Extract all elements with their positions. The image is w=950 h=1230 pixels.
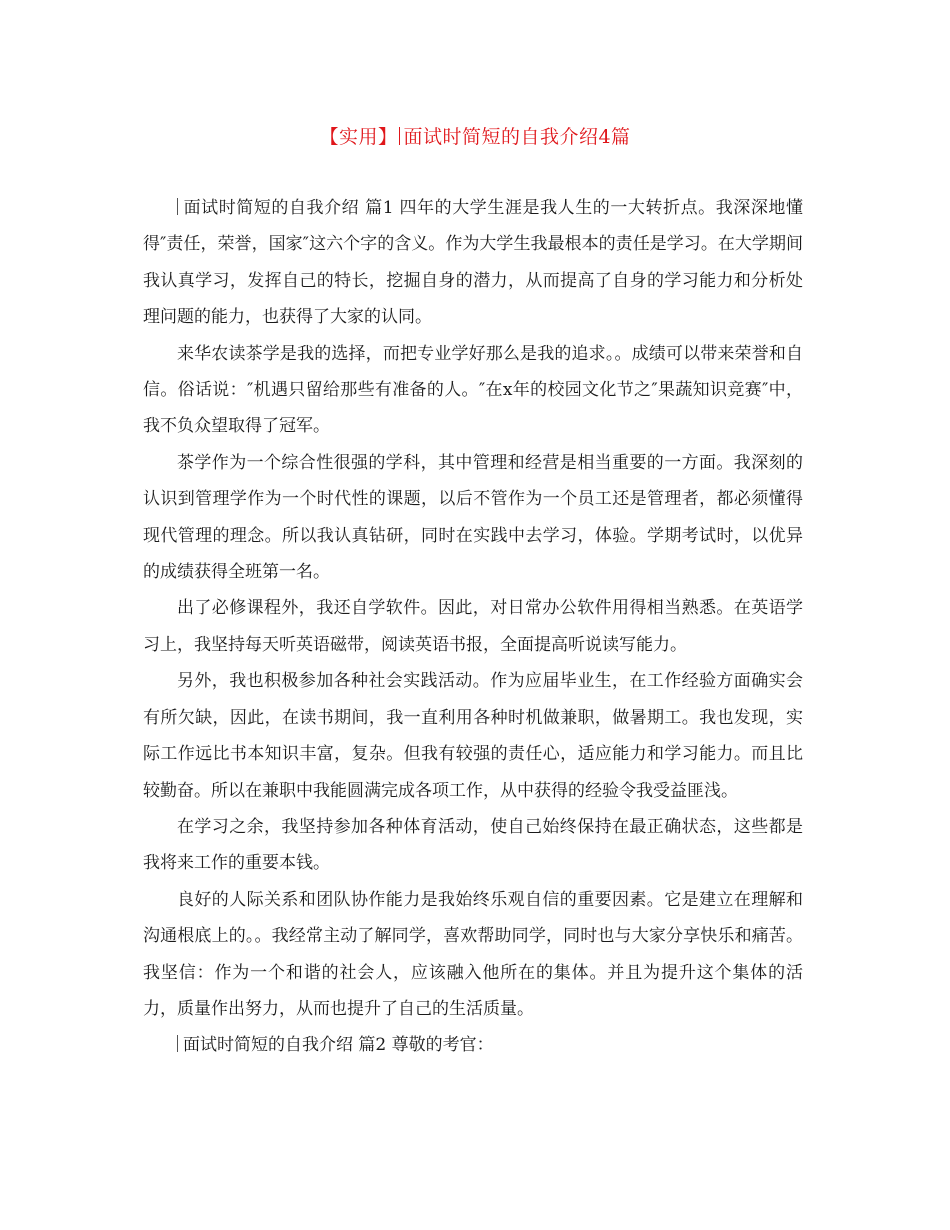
cursor-bar-icon: [399, 127, 400, 145]
paragraph-7: 良好的人际关系和团队协作能力是我始终乐观自信的重要因素。它是建立在理解和沟通根底上的。。我经常主动了解同学，喜欢帮助同学，同时也与大家分享快乐和痛苦。我坚信：作为一个和谐的社会人，应该融入他所在的集体。并且为提升这个集体的活力，质量作出努力，从而也提升了自己的生活质量。: [143, 889, 803, 1019]
paragraph-4: 出了必修课程外，我还自学软件。因此，对日常办公软件用得相当熟悉。在英语学习上，我坚持每天听英语磁带，阅读英语书报，全面提高听说读写能力。: [143, 598, 803, 655]
paragraph-5: 另外，我也积极参加各种社会实践活动。作为应届毕业生，在工作经验方面确实会有所欠缺，因此，在读书期间，我一直利用各种时机做兼职，做暑期工。我也发现，实际工作远比书本知识丰富，复杂。但我有较强的责任心，适应能力和学习能力。而且比较勤奋。所以在兼职中我能圆满完成各项工作，从中获得的经验令我受益匪浅。: [143, 671, 803, 801]
paragraph-2: 来华农读茶学是我的选择，而把专业学好那么是我的追求。。成绩可以带来荣誉和自信。俗话说：″机遇只留给那些有准备的人。″在x年的校园文化节之″果蔬知识竞赛″中，我不负众望取得了冠军。: [143, 343, 803, 437]
paragraph-1: 面试时简短的自我介绍 篇1 四年的大学生涯是我人生的一大转折点。我深深地懂得″责任，荣誉，国家″这六个字的含义。作为大学生我最根本的责任是学习。在大学期间我认真学习，发挥自己的特长，挖掘自身的潜力，从而提高了自身的学习能力和分析处理问题的能力，也获得了大家的认同。: [143, 198, 803, 328]
cursor-bar-icon: [177, 198, 178, 215]
paragraph-6: 在学习之余，我坚持参加各种体育活动，使自己始终保持在最正确状态，这些都是我将来工作的重要本钱。: [143, 816, 803, 874]
paragraph-3: 茶学作为一个综合性很强的学科，其中管理和经营是相当重要的一方面。我深刻的认识到管理学作为一个时代性的课题，以后不管作为一个员工还是管理者，都必须懂得现代管理的理念。所以我认真钻研，同时在实践中去学习，体验。学期考试时，以优异的成绩获得全班第一名。: [143, 452, 803, 583]
document-title: [0, 122, 950, 149]
title-main: 面试时简短的自我介绍4篇: [403, 126, 631, 148]
paragraph-8: 面试时简短的自我介绍 篇2 尊敬的考官：: [143, 1027, 803, 1063]
cursor-bar-icon: [177, 1035, 178, 1052]
document-body: [143, 190, 803, 1064]
title-prefix: 【实用】: [319, 126, 398, 148]
